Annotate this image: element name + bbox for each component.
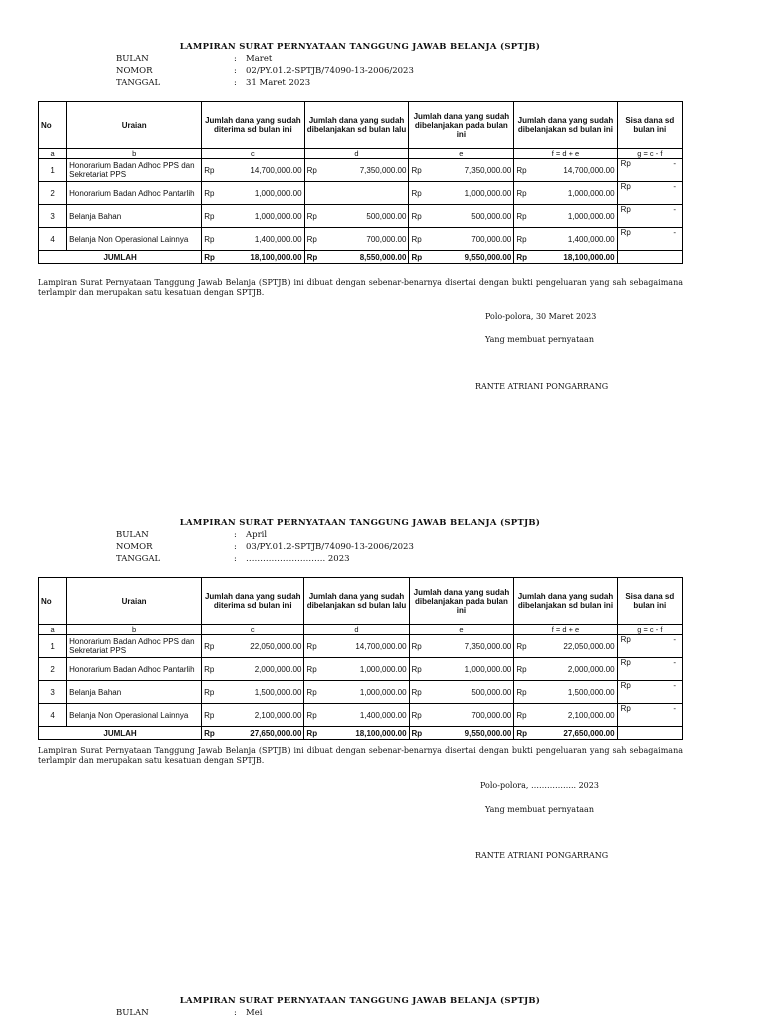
separator: : bbox=[234, 66, 237, 76]
statement-paragraph: Lampiran Surat Pernyataan Tanggung Jawab Belanja (SPTJB) ini dibuat dengan sebenar-benarnya disertai dengan bukti pengeluaran yang sah sebagaimana terlampir dan merupakan satu kesatuan dengan SPTJB. bbox=[38, 278, 683, 297]
nomor-label: NOMOR bbox=[116, 542, 153, 552]
row-g bbox=[617, 159, 682, 182]
total-f-rp: Rp bbox=[514, 251, 536, 264]
row-e: 700,000.00 bbox=[431, 228, 514, 251]
row-g-rp: Rp bbox=[620, 658, 631, 667]
header-d: Jumlah dana yang sudah dibelanjakan sd bulan lalu bbox=[304, 578, 409, 625]
row-d: 1,000,000.00 bbox=[326, 658, 409, 681]
bulan-value: April bbox=[246, 530, 268, 540]
table-row bbox=[39, 228, 683, 251]
letter-g: g = c - f bbox=[617, 625, 682, 635]
row-f: 2,000,000.00 bbox=[536, 658, 617, 681]
row-d: 700,000.00 bbox=[326, 228, 409, 251]
letter-e: e bbox=[409, 149, 514, 159]
row-f-rp: Rp bbox=[514, 681, 536, 704]
row-f-rp: Rp bbox=[514, 159, 536, 182]
row-e: 1,000,000.00 bbox=[431, 658, 514, 681]
signer-name: RANTE ATRIANI PONGARRANG bbox=[475, 851, 609, 860]
separator: : bbox=[234, 554, 237, 564]
total-g bbox=[617, 727, 682, 740]
row-e-rp: Rp bbox=[409, 182, 431, 205]
header-e: Jumlah dana yang sudah dibelanjakan pada bulan ini bbox=[409, 102, 514, 149]
total-c-rp: Rp bbox=[202, 251, 224, 264]
row-uraian: Belanja Bahan bbox=[67, 205, 202, 228]
row-c-rp: Rp bbox=[202, 704, 224, 727]
row-uraian: Belanja Non Operasional Lainnya bbox=[67, 228, 202, 251]
letter-d: d bbox=[304, 149, 409, 159]
total-d: 8,550,000.00 bbox=[326, 251, 409, 264]
row-c: 14,700,000.00 bbox=[224, 159, 304, 182]
row-c-rp: Rp bbox=[202, 182, 224, 205]
document-meta bbox=[116, 53, 414, 89]
table-row bbox=[39, 704, 683, 727]
header-f: Jumlah dana yang sudah dibelanjakan sd bulan ini bbox=[514, 578, 617, 625]
row-f-rp: Rp bbox=[514, 205, 536, 228]
row-e-rp: Rp bbox=[409, 205, 431, 228]
row-g bbox=[617, 182, 682, 205]
table-row bbox=[39, 182, 683, 205]
row-e: 500,000.00 bbox=[431, 681, 514, 704]
row-f-rp: Rp bbox=[514, 704, 536, 727]
header-uraian: Uraian bbox=[67, 578, 202, 625]
row-no: 4 bbox=[39, 704, 67, 727]
letter-e: e bbox=[409, 625, 514, 635]
separator: : bbox=[234, 1008, 237, 1018]
row-uraian: Belanja Non Operasional Lainnya bbox=[67, 704, 202, 727]
row-g-value: - bbox=[673, 228, 676, 237]
header-no: No bbox=[39, 578, 67, 625]
row-uraian: Honorarium Badan Adhoc PPS dan Sekretariat PPS bbox=[67, 159, 202, 182]
signer-name: RANTE ATRIANI PONGARRANG bbox=[475, 382, 609, 391]
row-no: 1 bbox=[39, 159, 67, 182]
letter-f: f = d + e bbox=[514, 149, 617, 159]
row-no: 3 bbox=[39, 681, 67, 704]
row-f: 22,050,000.00 bbox=[536, 635, 617, 658]
row-no: 2 bbox=[39, 658, 67, 681]
total-f-rp: Rp bbox=[514, 727, 536, 740]
tanggal-value: 31 Maret 2023 bbox=[246, 78, 311, 88]
document-title: LAMPIRAN SURAT PERNYATAAN TANGGUNG JAWAB BELANJA (SPTJB) bbox=[179, 42, 541, 52]
row-c: 1,000,000.00 bbox=[224, 182, 304, 205]
row-f: 14,700,000.00 bbox=[536, 159, 617, 182]
row-g-rp: Rp bbox=[620, 182, 631, 191]
total-row bbox=[39, 727, 683, 740]
bulan-label: BULAN bbox=[116, 530, 149, 540]
row-g-rp: Rp bbox=[620, 681, 631, 690]
row-e-rp: Rp bbox=[409, 159, 431, 182]
row-g-value: - bbox=[673, 159, 676, 168]
row-e-rp: Rp bbox=[409, 658, 431, 681]
letter-a: a bbox=[39, 625, 67, 635]
row-f: 1,500,000.00 bbox=[536, 681, 617, 704]
total-c: 18,100,000.00 bbox=[224, 251, 304, 264]
row-g-rp: Rp bbox=[620, 159, 631, 168]
row-d-rp: Rp bbox=[304, 228, 326, 251]
row-no: 2 bbox=[39, 182, 67, 205]
bulan-value: Maret bbox=[246, 54, 273, 64]
sptjb-table bbox=[38, 577, 683, 740]
row-d: 14,700,000.00 bbox=[326, 635, 409, 658]
row-e: 7,350,000.00 bbox=[431, 635, 514, 658]
letter-a: a bbox=[39, 149, 67, 159]
nomor-value: 02/PY.01.2-SPTJB/74090-13-2006/2023 bbox=[246, 66, 414, 76]
total-label: JUMLAH bbox=[39, 251, 202, 264]
row-g-value: - bbox=[673, 681, 676, 690]
letter-b: b bbox=[67, 625, 202, 635]
row-g-rp: Rp bbox=[620, 205, 631, 214]
row-e-rp: Rp bbox=[409, 635, 431, 658]
total-label: JUMLAH bbox=[39, 727, 202, 740]
table-row bbox=[39, 159, 683, 182]
row-e-rp: Rp bbox=[409, 704, 431, 727]
row-f: 1,000,000.00 bbox=[536, 182, 617, 205]
total-g bbox=[617, 251, 682, 264]
total-c: 27,650,000.00 bbox=[224, 727, 304, 740]
row-d: 7,350,000.00 bbox=[326, 159, 409, 182]
row-uraian: Honorarium Badan Adhoc Pantarlih bbox=[67, 658, 202, 681]
letter-c: c bbox=[202, 149, 304, 159]
bulan-label: BULAN bbox=[116, 1008, 149, 1018]
document-meta bbox=[116, 529, 414, 565]
row-f: 1,000,000.00 bbox=[536, 205, 617, 228]
total-f: 18,100,000.00 bbox=[536, 251, 617, 264]
letter-b: b bbox=[67, 149, 202, 159]
row-g-rp: Rp bbox=[620, 704, 631, 713]
row-g bbox=[617, 704, 682, 727]
header-e: Jumlah dana yang sudah dibelanjakan pada bulan ini bbox=[409, 578, 514, 625]
row-d-rp: Rp bbox=[304, 205, 326, 228]
row-uraian: Honorarium Badan Adhoc PPS dan Sekretariat PPS bbox=[67, 635, 202, 658]
row-f: 2,100,000.00 bbox=[536, 704, 617, 727]
total-f: 27,650,000.00 bbox=[536, 727, 617, 740]
row-g-value: - bbox=[673, 704, 676, 713]
row-c: 1,000,000.00 bbox=[224, 205, 304, 228]
row-f-rp: Rp bbox=[514, 228, 536, 251]
row-d: 1,400,000.00 bbox=[326, 704, 409, 727]
document-title: LAMPIRAN SURAT PERNYATAAN TANGGUNG JAWAB BELANJA (SPTJB) bbox=[179, 518, 541, 528]
row-c: 2,100,000.00 bbox=[224, 704, 304, 727]
tanggal-value: ………………………. 2023 bbox=[246, 554, 350, 564]
row-f-rp: Rp bbox=[514, 658, 536, 681]
row-f-rp: Rp bbox=[514, 635, 536, 658]
nomor-label: NOMOR bbox=[116, 66, 153, 76]
tanggal-label: TANGGAL bbox=[116, 78, 161, 88]
row-d-rp: Rp bbox=[304, 159, 326, 182]
separator: : bbox=[234, 78, 237, 88]
row-g bbox=[617, 205, 682, 228]
row-d-rp: Rp bbox=[304, 635, 326, 658]
separator: : bbox=[234, 54, 237, 64]
row-d: 500,000.00 bbox=[326, 205, 409, 228]
row-e: 1,000,000.00 bbox=[431, 182, 514, 205]
row-c: 22,050,000.00 bbox=[224, 635, 304, 658]
letter-f: f = d + e bbox=[514, 625, 617, 635]
row-g-rp: Rp bbox=[620, 228, 631, 237]
row-d-rp: Rp bbox=[304, 681, 326, 704]
row-g-value: - bbox=[673, 658, 676, 667]
header-c: Jumlah dana yang sudah diterima sd bulan ini bbox=[202, 102, 304, 149]
row-g-value: - bbox=[673, 205, 676, 214]
bulan-label: BULAN bbox=[116, 54, 149, 64]
header-uraian: Uraian bbox=[67, 102, 202, 149]
total-e: 9,550,000.00 bbox=[431, 727, 514, 740]
row-e-rp: Rp bbox=[409, 681, 431, 704]
separator: : bbox=[234, 530, 237, 540]
header-f: Jumlah dana yang sudah dibelanjakan sd bulan ini bbox=[514, 102, 617, 149]
row-c-rp: Rp bbox=[202, 205, 224, 228]
row-c-rp: Rp bbox=[202, 681, 224, 704]
separator: : bbox=[234, 542, 237, 552]
row-f: 1,400,000.00 bbox=[536, 228, 617, 251]
maker-label: Yang membuat pernyataan bbox=[485, 335, 594, 344]
row-g bbox=[617, 228, 682, 251]
row-g-value: - bbox=[673, 635, 676, 644]
header-d: Jumlah dana yang sudah dibelanjakan sd bulan lalu bbox=[304, 102, 409, 149]
row-e-rp: Rp bbox=[409, 228, 431, 251]
row-no: 1 bbox=[39, 635, 67, 658]
place-date: Polo-polora, …………….. 2023 bbox=[480, 781, 599, 790]
row-e: 700,000.00 bbox=[431, 704, 514, 727]
row-uraian: Belanja Bahan bbox=[67, 681, 202, 704]
row-d-rp: Rp bbox=[304, 658, 326, 681]
row-c: 2,000,000.00 bbox=[224, 658, 304, 681]
total-e-rp: Rp bbox=[409, 251, 431, 264]
header-g: Sisa dana sd bulan ini bbox=[617, 102, 682, 149]
place-date: Polo-polora, 30 Maret 2023 bbox=[485, 312, 597, 321]
row-d-rp: Rp bbox=[304, 704, 326, 727]
table-row bbox=[39, 658, 683, 681]
total-d-rp: Rp bbox=[304, 727, 326, 740]
row-uraian: Honorarium Badan Adhoc Pantarlih bbox=[67, 182, 202, 205]
row-c: 1,400,000.00 bbox=[224, 228, 304, 251]
row-g bbox=[617, 681, 682, 704]
bulan-value: Mei bbox=[246, 1008, 263, 1018]
nomor-value: 03/PY.01.2-SPTJB/74090-13-2006/2023 bbox=[246, 542, 414, 552]
table-row bbox=[39, 635, 683, 658]
row-d: 1,000,000.00 bbox=[326, 681, 409, 704]
row-c-rp: Rp bbox=[202, 635, 224, 658]
letter-d: d bbox=[304, 625, 409, 635]
header-no: No bbox=[39, 102, 67, 149]
row-g bbox=[617, 635, 682, 658]
row-d bbox=[326, 182, 409, 205]
row-g-value: - bbox=[673, 182, 676, 191]
table-row bbox=[39, 681, 683, 704]
header-g: Sisa dana sd bulan ini bbox=[617, 578, 682, 625]
row-e: 7,350,000.00 bbox=[431, 159, 514, 182]
document-meta bbox=[116, 1007, 262, 1019]
total-c-rp: Rp bbox=[202, 727, 224, 740]
total-e-rp: Rp bbox=[409, 727, 431, 740]
total-e: 9,550,000.00 bbox=[431, 251, 514, 264]
table-row bbox=[39, 205, 683, 228]
row-c-rp: Rp bbox=[202, 228, 224, 251]
tanggal-label: TANGGAL bbox=[116, 554, 161, 564]
total-d: 18,100,000.00 bbox=[326, 727, 409, 740]
row-no: 4 bbox=[39, 228, 67, 251]
maker-label: Yang membuat pernyataan bbox=[485, 805, 594, 814]
row-d-rp bbox=[304, 182, 326, 205]
document-title: LAMPIRAN SURAT PERNYATAAN TANGGUNG JAWAB BELANJA (SPTJB) bbox=[179, 996, 541, 1006]
row-e: 500,000.00 bbox=[431, 205, 514, 228]
total-d-rp: Rp bbox=[304, 251, 326, 264]
letter-g: g = c - f bbox=[617, 149, 682, 159]
statement-paragraph: Lampiran Surat Pernyataan Tanggung Jawab Belanja (SPTJB) ini dibuat dengan sebenar-benarnya disertai dengan bukti pengeluaran yang sah sebagaimana terlampir dan merupakan satu kesatuan dengan SPTJB. bbox=[38, 746, 683, 765]
row-no: 3 bbox=[39, 205, 67, 228]
row-c-rp: Rp bbox=[202, 159, 224, 182]
letter-c: c bbox=[202, 625, 304, 635]
row-c: 1,500,000.00 bbox=[224, 681, 304, 704]
row-g bbox=[617, 658, 682, 681]
row-g-rp: Rp bbox=[620, 635, 631, 644]
sptjb-table bbox=[38, 101, 683, 264]
row-f-rp: Rp bbox=[514, 182, 536, 205]
total-row bbox=[39, 251, 683, 264]
header-c: Jumlah dana yang sudah diterima sd bulan ini bbox=[202, 578, 304, 625]
row-c-rp: Rp bbox=[202, 658, 224, 681]
